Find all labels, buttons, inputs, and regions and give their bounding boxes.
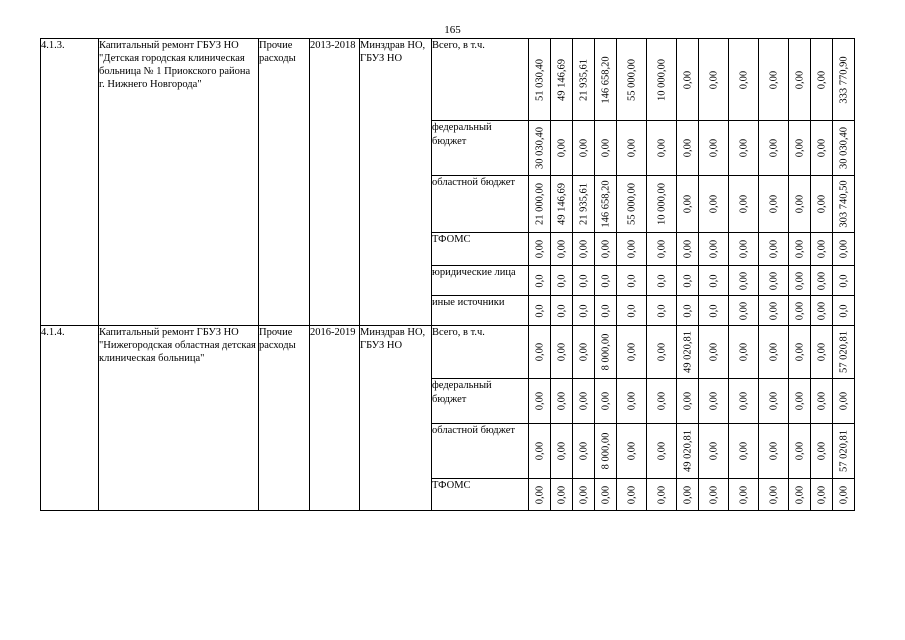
value-cell bbox=[789, 39, 811, 121]
value-text: 0,00 bbox=[794, 194, 805, 214]
value-cell bbox=[551, 39, 573, 121]
value-text: 0,00 bbox=[768, 301, 779, 320]
item-name: Капитальный ремонт ГБУЗ НО "Детская городская клиническая больница № 1 Приокского района г. Нижнего Новгорода" bbox=[99, 39, 259, 326]
value-cell bbox=[811, 233, 833, 266]
value-text: 0,00 bbox=[738, 194, 749, 214]
value-text: 0,00 bbox=[738, 138, 749, 158]
value-cell bbox=[595, 266, 617, 296]
value-text: 49 020,81 bbox=[682, 331, 693, 373]
value-text: 0,00 bbox=[738, 271, 749, 290]
value-cell bbox=[551, 266, 573, 296]
value-cell bbox=[617, 326, 647, 379]
value-text: 0,00 bbox=[656, 441, 667, 461]
value-cell bbox=[729, 379, 759, 424]
value-text: 0,00 bbox=[768, 485, 779, 504]
value-cell bbox=[677, 176, 699, 233]
value-cell bbox=[677, 296, 699, 326]
period: 2016-2019 bbox=[310, 326, 360, 511]
value-text: 146 658,20 bbox=[600, 180, 611, 228]
value-text: 0,0 bbox=[626, 273, 637, 288]
value-cell bbox=[647, 424, 677, 479]
value-text: 0,00 bbox=[816, 391, 827, 411]
value-text: 49 146,69 bbox=[556, 183, 567, 225]
value-cell bbox=[811, 121, 833, 176]
value-cell bbox=[529, 39, 551, 121]
value-text: 0,00 bbox=[682, 391, 693, 411]
value-cell bbox=[529, 176, 551, 233]
value-text: 0,00 bbox=[768, 70, 779, 89]
value-text: 8 000,00 bbox=[600, 432, 611, 470]
value-text: 49 020,81 bbox=[682, 430, 693, 472]
value-text: 51 030,40 bbox=[534, 58, 545, 101]
value-cell bbox=[789, 233, 811, 266]
value-text: 0,00 bbox=[600, 239, 611, 259]
value-text: 21 935,61 bbox=[578, 58, 589, 101]
item-number: 4.1.3. bbox=[41, 39, 99, 326]
funding-source: Всего, в т.ч. bbox=[432, 326, 529, 379]
value-text: 0,00 bbox=[738, 441, 749, 461]
value-text: 0,0 bbox=[600, 303, 611, 318]
value-text: 0,00 bbox=[556, 138, 567, 158]
value-text: 0,00 bbox=[708, 70, 719, 89]
value-text: 55 000,00 bbox=[626, 183, 637, 225]
value-text: 0,00 bbox=[794, 301, 805, 320]
value-cell bbox=[617, 266, 647, 296]
value-text: 0,00 bbox=[682, 138, 693, 158]
value-cell bbox=[759, 379, 789, 424]
value-text: 0,00 bbox=[708, 138, 719, 158]
value-cell bbox=[573, 296, 595, 326]
value-text: 0,00 bbox=[708, 194, 719, 214]
value-cell bbox=[729, 296, 759, 326]
value-text: 30 030,40 bbox=[534, 127, 545, 169]
value-text: 0,00 bbox=[794, 271, 805, 290]
value-text: 0,0 bbox=[838, 303, 849, 318]
value-cell bbox=[529, 424, 551, 479]
value-text: 0,00 bbox=[578, 391, 589, 411]
value-cell bbox=[729, 39, 759, 121]
value-cell bbox=[811, 479, 833, 511]
value-cell bbox=[789, 326, 811, 379]
value-text: 0,0 bbox=[682, 273, 693, 288]
value-cell bbox=[551, 233, 573, 266]
value-cell bbox=[595, 326, 617, 379]
value-cell bbox=[759, 266, 789, 296]
value-cell bbox=[789, 266, 811, 296]
value-cell bbox=[811, 379, 833, 424]
value-cell bbox=[759, 176, 789, 233]
value-text: 0,00 bbox=[556, 391, 567, 411]
value-text: 0,0 bbox=[626, 303, 637, 318]
value-text: 0,00 bbox=[794, 485, 805, 504]
value-cell bbox=[573, 379, 595, 424]
value-text: 0,00 bbox=[626, 138, 637, 158]
value-text: 57 020,81 bbox=[838, 331, 849, 373]
expense-type: Прочие расходы bbox=[259, 39, 310, 326]
value-text: 0,00 bbox=[556, 441, 567, 461]
expense-type: Прочие расходы bbox=[259, 326, 310, 511]
value-text: 0,00 bbox=[578, 441, 589, 461]
value-cell bbox=[759, 233, 789, 266]
value-cell bbox=[647, 266, 677, 296]
value-text: 0,00 bbox=[838, 485, 849, 504]
value-cell bbox=[789, 176, 811, 233]
value-text: 0,00 bbox=[816, 70, 827, 89]
value-text: 0,00 bbox=[738, 239, 749, 259]
value-cell bbox=[529, 121, 551, 176]
value-text: 0,0 bbox=[556, 273, 567, 288]
value-cell bbox=[595, 39, 617, 121]
value-cell bbox=[595, 479, 617, 511]
value-text: 0,00 bbox=[816, 194, 827, 214]
value-cell bbox=[811, 176, 833, 233]
funding-source: юридические лица bbox=[432, 266, 529, 296]
value-cell bbox=[759, 39, 789, 121]
value-cell bbox=[677, 479, 699, 511]
value-cell bbox=[729, 479, 759, 511]
value-text: 0,00 bbox=[768, 239, 779, 259]
value-cell bbox=[789, 379, 811, 424]
value-text: 146 658,20 bbox=[600, 55, 611, 104]
value-cell bbox=[833, 39, 855, 121]
value-cell bbox=[595, 424, 617, 479]
value-text: 0,00 bbox=[816, 239, 827, 259]
value-text: 0,00 bbox=[816, 271, 827, 290]
value-cell bbox=[647, 479, 677, 511]
value-text: 0,00 bbox=[738, 301, 749, 320]
value-text: 0,00 bbox=[626, 485, 637, 504]
value-cell bbox=[551, 424, 573, 479]
value-text: 21 000,00 bbox=[534, 183, 545, 225]
value-cell bbox=[647, 39, 677, 121]
value-text: 0,0 bbox=[708, 273, 719, 288]
value-cell bbox=[759, 424, 789, 479]
value-text: 57 020,81 bbox=[838, 430, 849, 472]
value-text: 0,00 bbox=[768, 441, 779, 461]
value-text: 0,00 bbox=[708, 239, 719, 259]
value-cell bbox=[551, 479, 573, 511]
value-cell bbox=[833, 326, 855, 379]
value-cell bbox=[699, 424, 729, 479]
value-cell bbox=[595, 296, 617, 326]
value-cell bbox=[573, 326, 595, 379]
value-cell bbox=[617, 479, 647, 511]
value-text: 0,0 bbox=[656, 303, 667, 318]
value-cell bbox=[811, 39, 833, 121]
value-cell bbox=[677, 233, 699, 266]
value-cell bbox=[833, 233, 855, 266]
value-cell bbox=[833, 266, 855, 296]
value-cell bbox=[573, 121, 595, 176]
value-cell bbox=[551, 121, 573, 176]
table-row bbox=[41, 39, 855, 121]
value-text: 0,00 bbox=[738, 485, 749, 504]
value-cell bbox=[617, 39, 647, 121]
value-text: 0,00 bbox=[768, 271, 779, 290]
value-cell bbox=[699, 266, 729, 296]
value-cell bbox=[617, 424, 647, 479]
value-cell bbox=[811, 266, 833, 296]
value-cell bbox=[811, 296, 833, 326]
value-cell bbox=[833, 121, 855, 176]
value-text: 0,00 bbox=[600, 391, 611, 411]
value-cell bbox=[573, 233, 595, 266]
value-cell bbox=[789, 296, 811, 326]
value-cell bbox=[595, 379, 617, 424]
value-cell bbox=[677, 326, 699, 379]
value-text: 0,00 bbox=[838, 239, 849, 259]
value-text: 0,00 bbox=[682, 194, 693, 214]
value-cell bbox=[811, 326, 833, 379]
value-cell bbox=[617, 176, 647, 233]
value-cell bbox=[729, 233, 759, 266]
executor: Минздрав НО, ГБУЗ НО bbox=[360, 39, 432, 326]
value-cell bbox=[647, 233, 677, 266]
funding-source: областной бюджет bbox=[432, 176, 529, 233]
value-cell bbox=[647, 326, 677, 379]
value-text: 0,00 bbox=[738, 342, 749, 362]
value-cell bbox=[699, 379, 729, 424]
value-text: 0,00 bbox=[816, 301, 827, 320]
funding-source: иные источники bbox=[432, 296, 529, 326]
value-cell bbox=[699, 233, 729, 266]
value-text: 55 000,00 bbox=[626, 58, 637, 101]
value-text: 0,0 bbox=[578, 273, 589, 288]
value-cell bbox=[551, 379, 573, 424]
value-text: 0,00 bbox=[816, 441, 827, 461]
value-cell bbox=[573, 176, 595, 233]
value-cell bbox=[699, 121, 729, 176]
value-text: 0,00 bbox=[534, 239, 545, 259]
funding-source: ТФОМС bbox=[432, 233, 529, 266]
value-text: 0,0 bbox=[534, 273, 545, 288]
value-text: 0,0 bbox=[600, 273, 611, 288]
value-cell bbox=[789, 121, 811, 176]
page-number: 165 bbox=[444, 24, 461, 36]
value-cell bbox=[529, 233, 551, 266]
value-text: 0,00 bbox=[534, 342, 545, 362]
value-cell bbox=[647, 379, 677, 424]
value-text: 0,00 bbox=[794, 342, 805, 362]
value-cell bbox=[677, 379, 699, 424]
value-cell bbox=[759, 326, 789, 379]
value-text: 0,00 bbox=[794, 239, 805, 259]
value-text: 0,00 bbox=[626, 239, 637, 259]
value-text: 0,00 bbox=[626, 342, 637, 362]
value-cell bbox=[699, 479, 729, 511]
item-name: Капитальный ремонт ГБУЗ НО "Нижегородская областная детская клиническая больница" bbox=[99, 326, 259, 511]
value-cell bbox=[551, 176, 573, 233]
value-text: 0,00 bbox=[816, 138, 827, 158]
budget-table bbox=[40, 38, 855, 511]
value-cell bbox=[573, 424, 595, 479]
value-cell bbox=[617, 121, 647, 176]
value-text: 0,00 bbox=[556, 485, 567, 504]
value-text: 0,00 bbox=[738, 391, 749, 411]
period: 2013-2018 bbox=[310, 39, 360, 326]
value-text: 0,00 bbox=[768, 194, 779, 214]
funding-source: областной бюджет bbox=[432, 424, 529, 479]
value-text: 0,00 bbox=[794, 138, 805, 158]
value-text: 0,00 bbox=[656, 342, 667, 362]
value-cell bbox=[833, 296, 855, 326]
value-cell bbox=[617, 296, 647, 326]
value-text: 30 030,40 bbox=[838, 127, 849, 169]
value-text: 0,00 bbox=[708, 342, 719, 362]
value-cell bbox=[595, 176, 617, 233]
value-cell bbox=[647, 176, 677, 233]
value-cell bbox=[729, 176, 759, 233]
value-cell bbox=[789, 479, 811, 511]
value-text: 21 935,61 bbox=[578, 183, 589, 225]
value-cell bbox=[573, 39, 595, 121]
value-text: 0,00 bbox=[600, 138, 611, 158]
value-cell bbox=[699, 176, 729, 233]
value-cell bbox=[729, 326, 759, 379]
value-text: 0,00 bbox=[682, 70, 693, 89]
value-text: 10 000,00 bbox=[656, 183, 667, 225]
value-cell bbox=[833, 424, 855, 479]
value-cell bbox=[759, 296, 789, 326]
value-text: 0,00 bbox=[794, 391, 805, 411]
value-cell bbox=[573, 479, 595, 511]
table-row bbox=[41, 326, 855, 379]
value-text: 10 000,00 bbox=[656, 58, 667, 101]
value-text: 0,00 bbox=[816, 342, 827, 362]
value-text: 333 770,90 bbox=[838, 55, 849, 104]
value-cell bbox=[595, 121, 617, 176]
value-cell bbox=[529, 296, 551, 326]
value-cell bbox=[729, 266, 759, 296]
value-text: 8 000,00 bbox=[600, 333, 611, 371]
funding-source: Всего, в т.ч. bbox=[432, 39, 529, 121]
value-text: 49 146,69 bbox=[556, 58, 567, 101]
value-cell bbox=[529, 379, 551, 424]
value-text: 0,00 bbox=[534, 485, 545, 504]
value-text: 0,00 bbox=[738, 70, 749, 89]
value-cell bbox=[647, 296, 677, 326]
value-cell bbox=[729, 121, 759, 176]
value-cell bbox=[833, 176, 855, 233]
value-text: 0,00 bbox=[708, 485, 719, 504]
value-text: 0,00 bbox=[656, 485, 667, 504]
value-text: 0,00 bbox=[534, 391, 545, 411]
value-cell bbox=[759, 479, 789, 511]
value-text: 0,00 bbox=[708, 441, 719, 461]
value-text: 0,00 bbox=[794, 70, 805, 89]
value-text: 0,00 bbox=[534, 441, 545, 461]
value-text: 0,00 bbox=[768, 342, 779, 362]
value-cell bbox=[677, 424, 699, 479]
value-cell bbox=[647, 121, 677, 176]
value-text: 0,00 bbox=[600, 485, 611, 504]
value-text: 303 740,50 bbox=[838, 180, 849, 228]
value-cell bbox=[699, 39, 729, 121]
value-text: 0,00 bbox=[708, 391, 719, 411]
value-text: 0,00 bbox=[816, 485, 827, 504]
value-text: 0,00 bbox=[626, 441, 637, 461]
value-cell bbox=[677, 121, 699, 176]
value-text: 0,00 bbox=[556, 342, 567, 362]
value-cell bbox=[677, 39, 699, 121]
value-text: 0,0 bbox=[534, 303, 545, 318]
value-text: 0,00 bbox=[794, 441, 805, 461]
value-cell bbox=[833, 479, 855, 511]
value-cell bbox=[789, 424, 811, 479]
value-cell bbox=[551, 296, 573, 326]
value-cell bbox=[811, 424, 833, 479]
value-cell bbox=[529, 479, 551, 511]
value-cell bbox=[573, 266, 595, 296]
value-cell bbox=[617, 379, 647, 424]
value-text: 0,0 bbox=[708, 303, 719, 318]
value-text: 0,0 bbox=[682, 303, 693, 318]
value-text: 0,00 bbox=[656, 239, 667, 259]
value-text: 0,0 bbox=[578, 303, 589, 318]
value-text: 0,00 bbox=[626, 391, 637, 411]
value-text: 0,00 bbox=[578, 485, 589, 504]
value-text: 0,00 bbox=[578, 138, 589, 158]
value-cell bbox=[759, 121, 789, 176]
value-cell bbox=[677, 266, 699, 296]
executor: Минздрав НО, ГБУЗ НО bbox=[360, 326, 432, 511]
value-text: 0,0 bbox=[838, 273, 849, 288]
value-text: 0,00 bbox=[838, 391, 849, 411]
item-number: 4.1.4. bbox=[41, 326, 99, 511]
value-cell bbox=[699, 296, 729, 326]
value-text: 0,00 bbox=[682, 485, 693, 504]
value-text: 0,0 bbox=[556, 303, 567, 318]
funding-source: федеральный бюджет bbox=[432, 379, 529, 424]
value-cell bbox=[699, 326, 729, 379]
value-cell bbox=[551, 326, 573, 379]
value-text: 0,00 bbox=[556, 239, 567, 259]
funding-source: ТФОМС bbox=[432, 479, 529, 511]
value-cell bbox=[617, 233, 647, 266]
value-cell bbox=[529, 326, 551, 379]
value-cell bbox=[729, 424, 759, 479]
value-text: 0,00 bbox=[656, 138, 667, 158]
value-cell bbox=[595, 233, 617, 266]
value-text: 0,00 bbox=[578, 342, 589, 362]
funding-source: федеральный бюджет bbox=[432, 121, 529, 176]
value-text: 0,00 bbox=[682, 239, 693, 259]
value-cell bbox=[529, 266, 551, 296]
value-text: 0,00 bbox=[768, 391, 779, 411]
value-text: 0,0 bbox=[656, 273, 667, 288]
value-text: 0,00 bbox=[578, 239, 589, 259]
value-cell bbox=[833, 379, 855, 424]
value-text: 0,00 bbox=[656, 391, 667, 411]
value-text: 0,00 bbox=[768, 138, 779, 158]
